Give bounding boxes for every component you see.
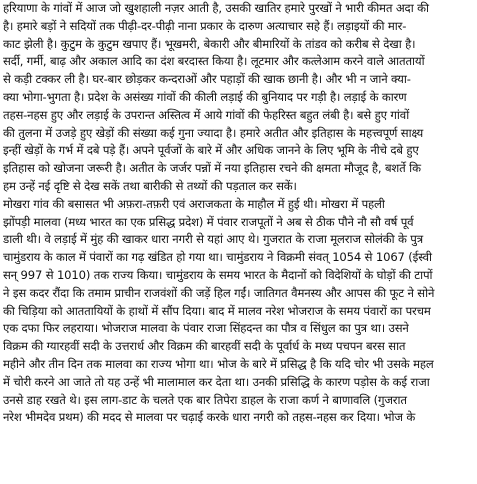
text-line: मोखरा गांव की बसासत भी अफ़रा-तफ़री एवं अराजकता के माहौल में हुई थी। मोखरा में पहली — [3, 196, 385, 211]
text-line: इन्हीं खेड़ों के गर्भ में दबे पड़े हैं। अपने पूर्वजों के बारे में और अधिक जानने के लिए भूमि के नीचे दबे हुए — [3, 143, 419, 158]
text-line: झोंपड़ी मालवा (मध्य भारत का एक प्रसिद्ध प्रदेश) में पंवार राजपूतों ने अब से ठीक पौने नौ सौ वर्ष पूर्व — [3, 214, 414, 229]
text-line: नरेश भीमदेव प्रथम) की मदद से मालवा पर चढ़ाई करके धारा नगरी को तहस-नहस कर दिया। भोज के — [3, 410, 416, 425]
text-line: ने इस कदर रौंदा कि तमाम प्राचीन राजवंशों की जड़ें हिल गईं। जातिगत वैमनस्य और आपस की फूट ने सोने — [3, 285, 435, 300]
text-line: है। हमारे बड़ों ने सदियों तक पीढ़ी-दर-पीढ़ी नाना प्रकार के दारुण अत्याचार सहे हैं। लड़ाइयों की मार- — [3, 18, 407, 33]
text-line: उनसे डाह रखते थे। इस लाग-डाट के चलते एक बार तिपेरा डाहल के राजा कर्ण ने बाणावलि (गुजरात — [3, 392, 407, 407]
text-line: से कड़ी टक्कर ली है। घर-बार छोड़कर कन्दराओं और पहाड़ों की खाक छानी है। और भी न जाने क्या- — [3, 72, 411, 87]
paragraph-mokhra-village — [3, 196, 475, 427]
text-line: सन् 997 से 1010) तक राज्य किया। चामुंडराय के समय भारत के मैदानों को विदेशियों के घोड़ों की टापों — [3, 267, 433, 282]
document-page — [3, 0, 475, 484]
text-line: की तुलना में उजड़े हुए खेड़ों की संख्या कई गुना ज्यादा है। हमारे अतीत और इतिहास के महत्त्वपूर्ण साक्ष्य — [3, 125, 424, 140]
text-line: विक्रम की ग्यारहवीं सदी के उत्तरार्ध और विक्रम की बारहवीं सदी के पूर्वार्ध के मध्य पचपन बरस सात — [3, 339, 406, 354]
text-line: महीने और तीन दिन तक मालवा का राज्य भोगा था। भोज के बारे में प्रसिद्ध है कि यदि चोर भी उसके महल — [3, 356, 434, 371]
text-line: एक दफा फिर लहराया। भोजराज मालवा के पंवार राजा सिंहदन्त का पौत्र व सिंधुल का पुत्र था। उसने — [3, 321, 409, 336]
text-line: तहस-नहस हुए और लड़ाई के उपरान्त अस्तित्व में आये गांवों की फेहरिस्त बहुत लंबी है। बसे हुए गांवों — [3, 107, 410, 122]
text-line: की चिड़िया को आततायियों के हाथों में सौंप दिया। बाद में मालव नरेश भोजराज के समय पंवारों का परचम — [3, 303, 431, 318]
text-line: हरियाणा के गांवों में आज जो खुशहाली नज़र आती है, उसकी खातिर हमारे पुरखों ने भारी कीमत अदा की — [3, 1, 429, 15]
paragraph-haryana-villages — [3, 0, 475, 196]
text-line: डाली थी। वे लड़ाई में मुंह की खाकर धारा नगरी से यहां आए थे। गुजरात के राजा मूलराज सोलंकी के पुत्र — [3, 232, 423, 247]
text-line: सर्दी, गर्मी, बाढ़ और अकाल आदि का दंश बरदास्त किया है। लूटमार और कत्लेआम करने वाले आततायों — [3, 54, 425, 69]
text-line: में चोरी करने आ जाते तो यह उन्हें भी मालामाल कर देता था। उनकी प्रसिद्धि के कारण पड़ोस के कई राजा — [3, 374, 430, 389]
text-line: इतिहास को खोजना जरूरी है। अतीत के जर्जर पन्नों में नया इतिहास रचने की क्षमता मौजूद है, बशर्ते कि — [3, 161, 421, 176]
text-line: चामुंडराय के काल में पंवारों का गढ़ खंडित हो गया था। चामुंडराय ने विक्रमी संवत् 1054 से 1067 (ईस्वी — [3, 250, 432, 265]
text-line: काट झेली है। कुटुम के कुटुम खपाए हैं। भूखमरी, बेकारी और बीमारियों के तांडव को करीब से देखा है। — [3, 36, 416, 51]
text-line: हम उन्हें नई दृष्टि से देख सकें तथा बारीकी से तथ्यों की पड़ताल कर सकें। — [3, 178, 297, 193]
text-line: क्या भोगा-भुगता है। प्रदेश के असंख्य गांवों की कीली लड़ाई की बुनियाद पर गड़ी है। लड़ाई के कारण — [3, 89, 407, 104]
